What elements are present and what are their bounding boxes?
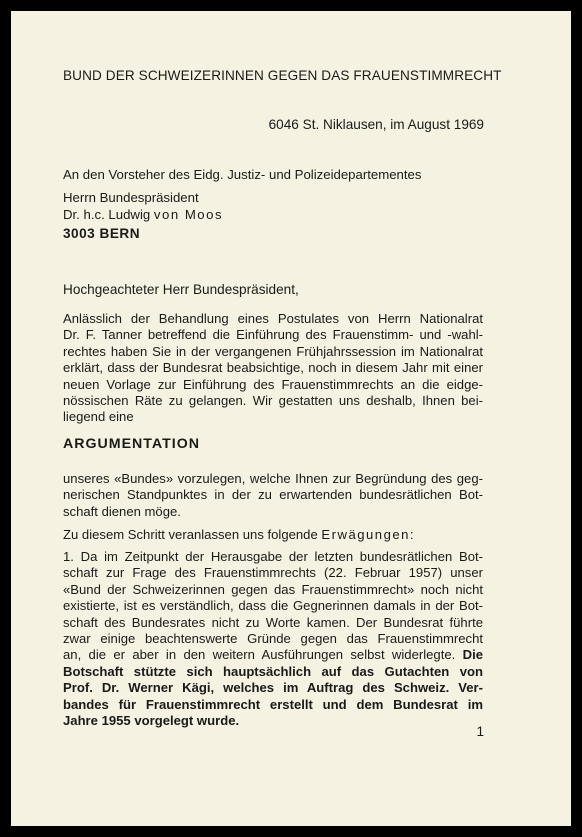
paragraph-3-prefix: Zu diesem Schritt veranlassen uns folgende <box>63 527 322 542</box>
page-number: 1 <box>476 724 484 739</box>
paragraph-1-line: Dr. F. Tanner betreffend die Einführung des Frauenstimm- und -wahl- <box>63 327 483 343</box>
salutation: Hochgeachteter Herr Bundespräsident, <box>63 282 299 297</box>
paragraph-1-line: erklärt, dass der Bundesrat beabsichtige, noch in diesem Jahr mit einer <box>63 360 483 376</box>
paragraph-4-bold-line: bandes für Frauenstimmrecht erstellt und dem Bundesrat im <box>63 696 483 712</box>
paragraph-3 <box>63 527 483 543</box>
paragraph-4-line: schaft des Bundesrates nicht zu Worte kamen. Der Bundesrat führte <box>63 614 483 630</box>
recipient-line-3 <box>63 207 223 222</box>
dateline: 6046 St. Niklausen, im August 1969 <box>268 117 484 132</box>
paragraph-4-line <box>63 647 483 663</box>
paragraph-3-spaced: Erwägungen <box>321 527 410 542</box>
paragraph-4-bold-line: Botschaft stützte sich hauptsächlich auf das Gutachten von <box>63 663 483 679</box>
paragraph-2-line: unseres «Bundes» vorzulegen, welche Ihnen zur Begründung des geg- <box>63 471 483 486</box>
paragraph-4-line: zwar einige beachtenswerte Gründe gegen das Frauenstimmrecht <box>63 631 483 647</box>
paragraph-1-line: rechtes haben Sie in der vergangenen Frühjahrssession im Nationalrat <box>63 343 483 359</box>
paragraph-3-suffix: : <box>409 527 414 542</box>
paragraph-4-mixed-bold: Die <box>462 647 483 663</box>
recipient-line-1: An den Vorsteher des Eidg. Justiz- und Polizeidepartementes <box>63 167 422 182</box>
paragraph-4 <box>63 549 483 729</box>
recipient-city: 3003 BERN <box>63 226 141 241</box>
paragraph-4-line: schaft zur Frage des Frauenstimmrechts (22. Februar 1957) unser <box>63 565 483 581</box>
recipient-name-prefix: Dr. h.c. Ludwig <box>63 207 154 222</box>
paragraph-1 <box>63 311 483 426</box>
recipient-name-spaced: von Moos <box>153 207 224 222</box>
organization-header: BUND DER SCHWEIZERINNEN GEGEN DAS FRAUENSTIMMRECHT <box>63 68 502 83</box>
paragraph-3-line <box>63 527 483 543</box>
section-heading: ARGUMENTATION <box>63 436 200 452</box>
paragraph-1-line: nössischen Räte zu gelangen. Wir gestatten uns deshalb, Ihnen bei- <box>63 393 483 409</box>
paragraph-4-bold-line: Prof. Dr. Werner Kägi, welches im Auftrag des Schweiz. Ver- <box>63 680 483 696</box>
document-page <box>11 11 571 826</box>
paragraph-1-line: neuen Vorlage zur Einführung des Frauenstimmrechts an die eidge- <box>63 376 483 392</box>
paragraph-4-line: 1. Da im Zeitpunkt der Herausgabe der letzten bundesrätlichen Bot- <box>63 549 483 564</box>
paragraph-4-line: «Bund der Schweizerinnen gegen das Frauenstimmrecht» noch nicht <box>63 581 483 597</box>
paragraph-1-line: Anlässlich der Behandlung eines Postulates von Herrn Nationalrat <box>63 311 483 326</box>
paragraph-4-mixed-normal: an, die er aber in den weitern Ausführungen selbst widerlegte. <box>63 647 463 663</box>
paragraph-4-line: existierte, ist es verständlich, dass die Gegnerinnen damals in der Bot- <box>63 598 483 614</box>
paragraph-4-bold-line: Jahre 1955 vorgelegt wurde. <box>63 713 240 729</box>
recipient-line-2: Herrn Bundespräsident <box>63 190 199 205</box>
paragraph-2 <box>63 471 483 520</box>
paragraph-2-line: nerischen Standpunktes in der zu erwartenden bundesrätlichen Bot- <box>63 487 483 503</box>
paragraph-2-line: schaft dienen möge. <box>63 503 181 519</box>
paragraph-1-line: liegend eine <box>63 409 134 425</box>
